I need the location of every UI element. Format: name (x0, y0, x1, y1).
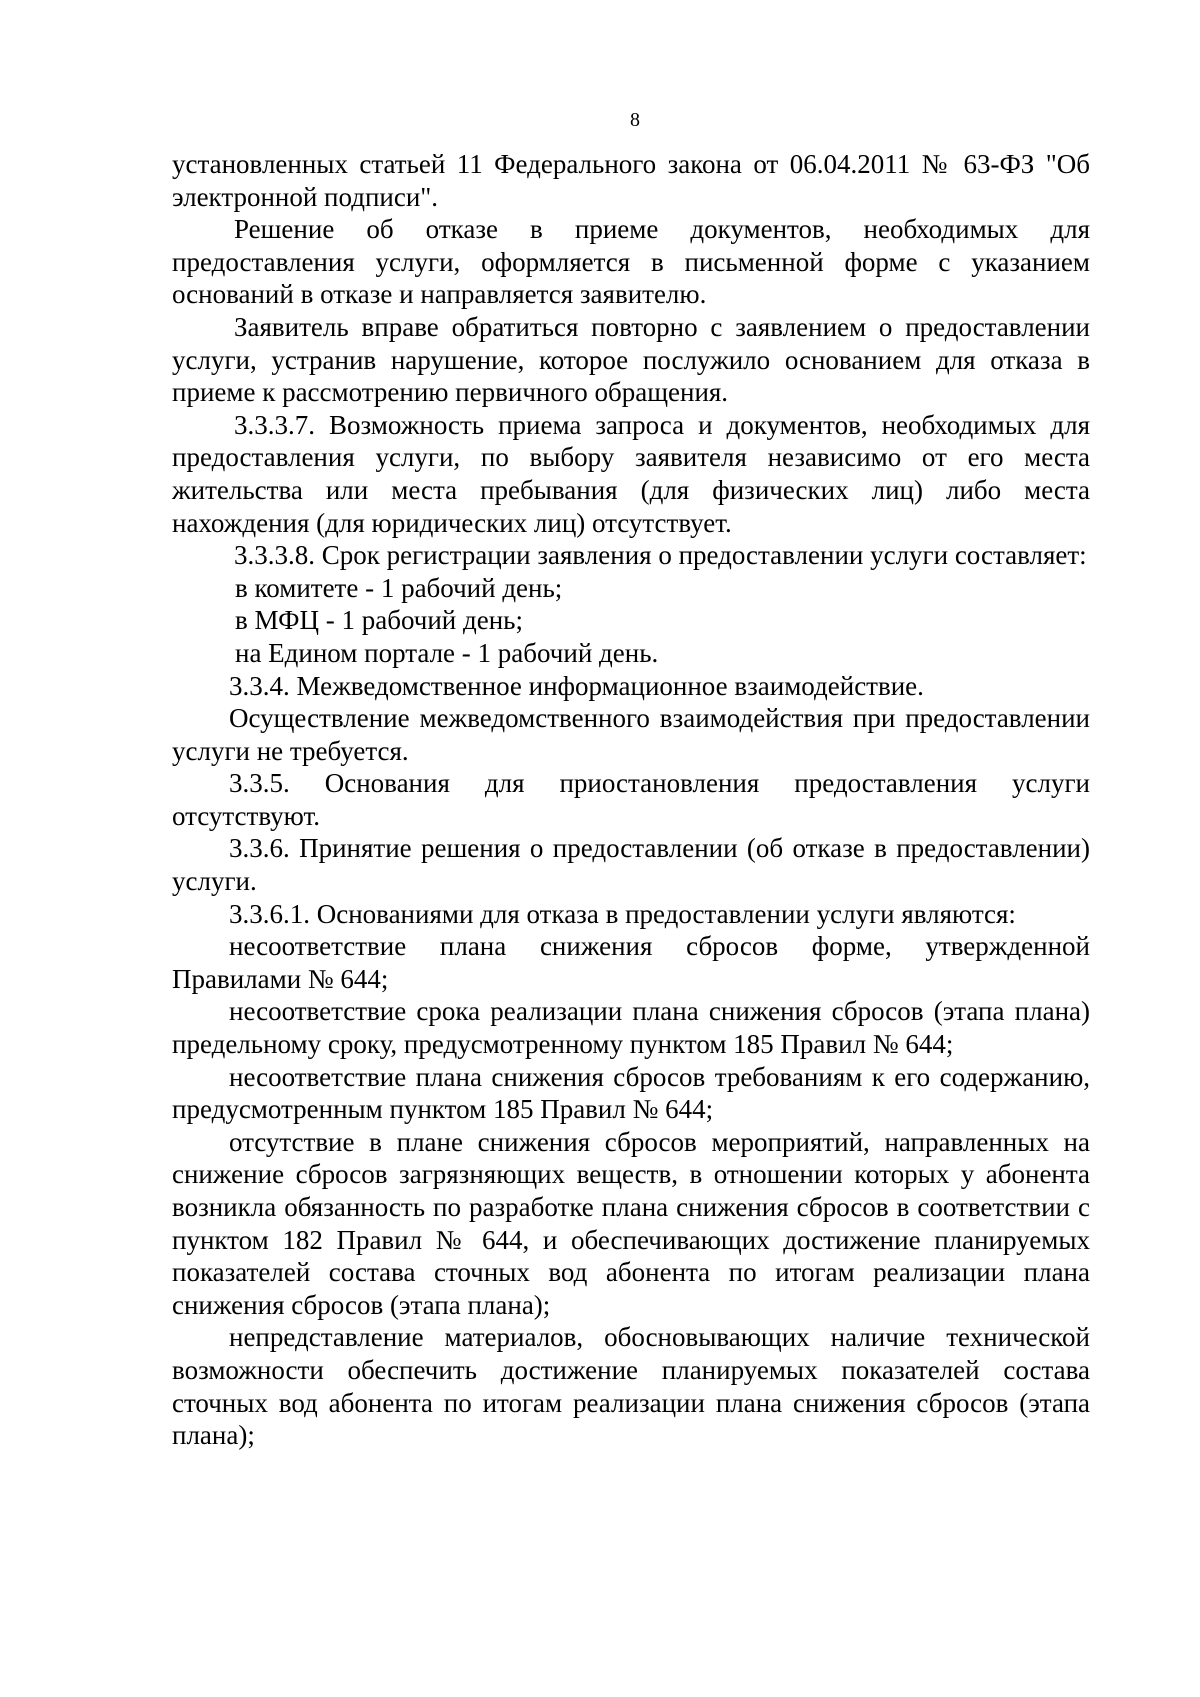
list-item-committee: в комитете - 1 рабочий день; (235, 572, 563, 603)
paragraph-repeat-application: Заявитель вправе обратиться повторно с заявлением о предоставлении услуги, устранив нарушение, которое послужило основанием для отказа в приеме к рассмотрению первичного обращения. (172, 311, 1090, 408)
list-item-form-mismatch: несоответствие плана снижения сбросов форме, утвержденной Правилами № 644; (172, 931, 1090, 994)
list-item-mfc: в МФЦ - 1 рабочий день; (235, 605, 523, 636)
paragraph-3-3-3-7: 3.3.3.7. Возможность приема запроса и документов, необходимых для предоставления услуги, по выбору заявителя независимо от его места жительства или места пребывания (для физических лиц) либо места нахождения (для юридических лиц) отсутствует. (172, 409, 1090, 538)
paragraph-interagency-not-required: Осуществление межведомственного взаимодействия при предоставлении услуги не требуется. (172, 703, 1090, 766)
list-item-missing-materials: непредставление материалов, обосновывающих наличие технической возможности обеспечить достижение планируемых показателей состава сточных вод абонента по итогам реализации плана снижения сбросов (этапа плана); (172, 1322, 1090, 1451)
list-item-missing-measures: отсутствие в плане снижения сбросов мероприятий, направленных на снижение сбросов загрязняющих веществ, в отношении которых у абонента возникла обязанность по разработке плана снижения сбросов в соответствии с пунктом 182 Правил № 644, и обеспечивающих достижение планируемых показателей состава сточных вод абонента по итогам реализации плана снижения сбросов (этапа плана); (172, 1126, 1090, 1320)
paragraph-3-3-5: 3.3.5. Основания для приостановления предоставления услуги отсутствуют. (172, 768, 1090, 831)
paragraph-3-3-4: 3.3.4. Межведомственное информационное взаимодействие. (229, 670, 924, 701)
list-item-deadline-mismatch: несоответствие срока реализации плана снижения сбросов (этапа плана) предельному сроку, предусмотренному пунктом 185 Правил № 644; (172, 996, 1090, 1060)
paragraph-3-3-6-1: 3.3.6.1. Основаниями для отказа в предоставлении услуги являются: (229, 898, 1016, 929)
paragraph-electronic-signature-law: установленных статьей 11 Федерального закона от 06.04.2011 № 63-ФЗ "Об электронной подписи". (172, 149, 1090, 212)
paragraph-3-3-6: 3.3.6. Принятие решения о предоставлении (об отказе в предоставлении) услуги. (172, 833, 1090, 897)
document-body (172, 148, 1090, 1452)
list-item-content-mismatch: несоответствие плана снижения сбросов требованиям к его содержанию, предусмотренным пунктом 185 Правил № 644; (172, 1061, 1090, 1125)
paragraph-refusal-decision: Решение об отказе в приеме документов, необходимых для предоставления услуги, оформляется в письменной форме с указанием оснований в отказе и направляется заявителю. (172, 214, 1090, 310)
page-number: 8 (630, 109, 640, 131)
list-item-unified-portal: на Едином портале - 1 рабочий день. (235, 637, 659, 668)
paragraph-3-3-3-8: 3.3.3.8. Срок регистрации заявления о предоставлении услуги составляет: (234, 540, 1087, 571)
